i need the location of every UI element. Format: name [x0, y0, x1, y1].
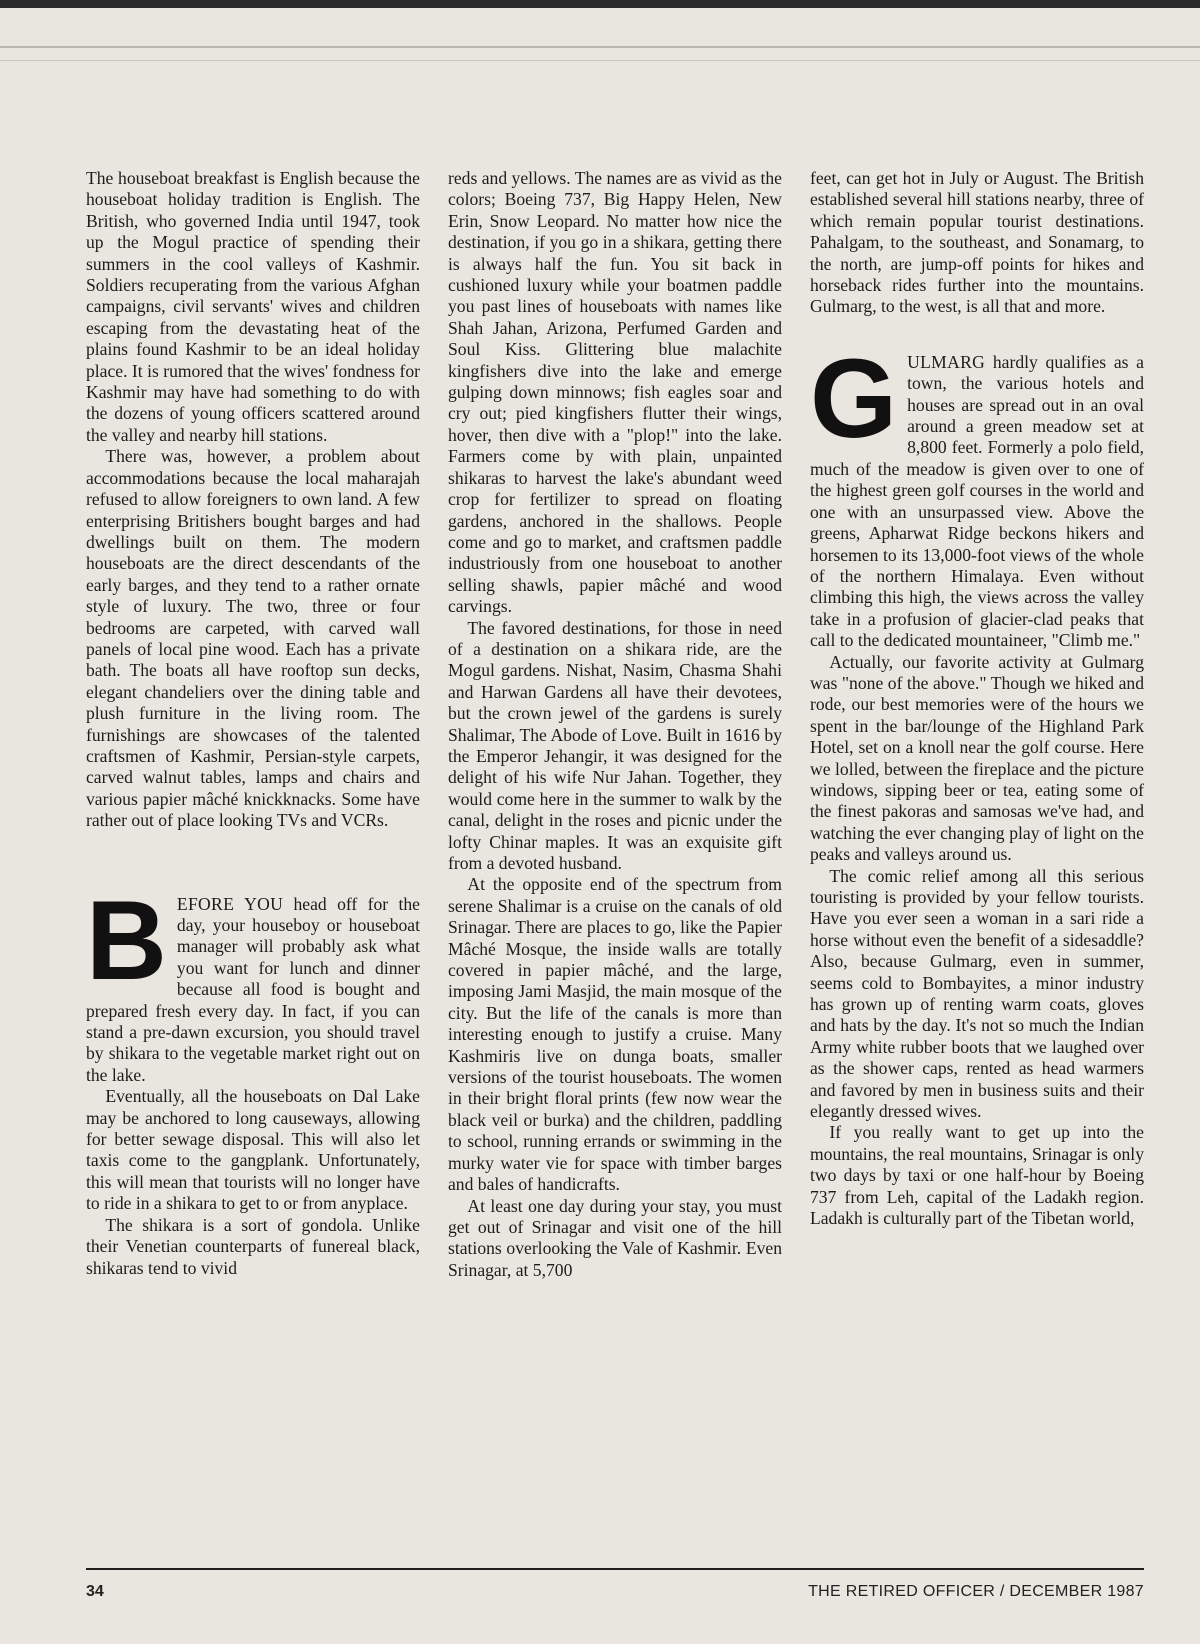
paragraph-text: hardly qualifies as a town, the various hotels and houses are spread out in an oval around a green meadow set at 8,800 feet. Formerly a polo field, much of the meadow is given over to one of the highest green golf courses in the world and one with an unsurpassed view. Above the greens, Apharwat Ridge beckons hikers and horsemen to its 13,000-foot views of the whole of the northern Himalaya. Even without climbing this high, the views across the valley take in a profusion of glacier-clad peaks that call to the dedicated mountaineer, "Climb me." — [810, 351, 1144, 651]
paragraph: If you really want to get up into the mountains, the real mountains, Srinagar is only two days by taxi or one half-hour by Boeing 737 from Leh, capital of the Ladakh region. Ladakh is culturally part of the Tibetan world, — [810, 1122, 1144, 1229]
paragraph: feet, can get hot in July or August. The British established several hill stations nearby, three of which remain popular tourist destinations. Pahalgam, to the southeast, and Sonamarg, to the north, are jump-off points for hikes and horseback rides further into the mountains. Gulmarg, to the west, is all that and more. — [810, 168, 1144, 317]
column-1 — [86, 168, 420, 1548]
paragraph-dropcap — [86, 877, 420, 1087]
paragraph: At least one day during your stay, you must get out of Srinagar and visit one of the hill stations overlooking the Vale of Kashmir. Even Srinagar, at 5,700 — [448, 1195, 782, 1280]
paragraph: The houseboat breakfast is English because the houseboat holiday tradition is English. The British, who governed India until 1947, took up the Mogul practice of spending their summers in the cool valleys of Kashmir. Soldiers recuperating from the various Afghan campaigns, civil servants' wives and children escaping from the devastating heat of the plains found Kashmir to be an ideal holiday place. It is rumored that the wives' fondness for Kashmir may have had something to do with the dozens of young officers scattered around the valley and nearby hill stations. — [86, 168, 420, 445]
paragraph: Actually, our favorite activity at Gulmarg was "none of the above." Though we hiked and rode, our best memories were of the hours we spent in the bar/lounge of the Highland Park Hotel, set on a knoll near the golf course. Here we lolled, between the fireplace and the picture windows, sipping beer or tea, eating some of the finest pakoras and samosas we've had, and watching the ever changing play of light on the peaks and valleys around us. — [810, 651, 1144, 865]
paragraph: At the opposite end of the spectrum from serene Shalimar is a cruise on the canals of old Srinagar. There are places to go, like the Papier Mâché Mosque, the inside walls are totally covered in papier mâché, and the large, imposing Jami Masjid, the main mosque of the city. But the life of the canals is more than interesting enough to justify a cruise. Many Kashmiris live on dunga boats, smaller versions of the tourist houseboats. The women in their bright floral prints (few now wear the black veil or burka) and the children, paddling to school, running errands or swimming in the murky water vie for space with timber barges and bales of handicrafts. — [448, 874, 782, 1195]
page-number: 34 — [86, 1583, 104, 1600]
paragraph: The comic relief among all this serious touristing is provided by your fellow tourists. Have you ever seen a woman in a sari ride a horse without even the benefit of a sidesaddle? Also, because Gulmarg, even in summer, seems cold to Bombayites, a minor industry has grown up of renting warm coats, gloves and hats by the day. It's not so much the Indian Army white rubber boots that we laughed over as the shower caps, rented as head warmers and favored by men in business suits and their elegantly dressed wives. — [810, 865, 1144, 1122]
paragraph: Eventually, all the houseboats on Dal Lake may be anchored to long causeways, allowing for better sewage disposal. This will also let taxis come to the gangplank. Unfortunately, this will mean that tourists will no longer have to ride in a shikara to get to or from anyplace. — [86, 1086, 420, 1214]
drop-cap: G — [810, 335, 898, 461]
paragraph: There was, however, a problem about accommodations because the local maharajah refused to allow foreigners to own land. A few enterprising Britishers bought barges and had dwellings built on them. The modern houseboats are the direct descendants of the early barges, and they tend to a rather ornate style of luxury. The two, three or four bedrooms are carpeted, with carved wall panels of local pine wood. Each has a private bath. The boats all have rooftop sun decks, elegant chandeliers over the dining table and plush furniture in the living room. The furnishings are showcases of the talented craftsmen of Kashmir, Persian-style carpets, carved walnut tables, lamps and chairs and various papier mâché knickknacks. Some have rather out of place looking TVs and VCRs. — [86, 446, 420, 831]
article-body — [86, 168, 1144, 1548]
column-2 — [448, 168, 782, 1548]
lead-caps: EFORE YOU — [176, 893, 284, 914]
header-rule-thin — [0, 60, 1200, 61]
paragraph-dropcap — [810, 335, 1144, 652]
lead-caps: ULMARG — [907, 351, 986, 372]
publication-line: THE RETIRED OFFICER / DECEMBER 1987 — [808, 1583, 1144, 1600]
header-rule — [0, 46, 1200, 48]
column-3 — [810, 168, 1144, 1548]
top-border — [0, 0, 1200, 8]
paragraph: The favored destinations, for those in need of a destination on a shikara ride, are the Mogul gardens. Nishat, Nasim, Chasma Shahi and Harwan Gardens all have their devotees, but the crown jewel of the gardens is surely Shalimar, The Abode of Love. Built in 1616 by the Emperor Jehangir, it was designed for the delight of his wife Nur Jahan. Together, they would come here in the summer to walk by the canal, delight in the roses and picnic under the lofty Chinar maples. It was an exquisite gift from a devoted husband. — [448, 617, 782, 873]
paragraph: The shikara is a sort of gondola. Unlike their Venetian counterparts of funereal black, shikaras tend to vivid — [86, 1214, 420, 1278]
paragraph: reds and yellows. The names are as vivid as the colors; Boeing 737, Big Happy Helen, New Erin, Snow Leopard. No matter how nice the destination, if you go in a shikara, getting there is always half the fun. You sit back in cushioned luxury while your boatmen paddle you past lines of houseboats with names like Shah Jahan, Arizona, Perfumed Garden and Soul Kiss. Glittering blue malachite kingfishers dive into the lake and emerge gulping down minnows; fish eagles soar and cry out; pied kingfishers flutter their wings, hover, then dive with a "plop!" into the lake. Farmers come by with plain, unpainted shikaras to harvest the lake's abundant weed crop for fertilizer to spread on floating gardens, anchored in the shallows. People come and go to market, and craftsmen paddle industriously from one houseboat to another selling shawls, papier mâché and wood carvings. — [448, 168, 782, 617]
paragraph-text: head off for the day, your houseboy or houseboat manager will probably ask what you want for lunch and dinner because all food is bought and prepared fresh every day. In fact, if you can stand a pre-dawn excursion, you should travel by shikara to the vegetable market right out on the lake. — [86, 893, 420, 1085]
drop-cap: B — [86, 877, 167, 1003]
footer-rule — [86, 1568, 1144, 1570]
